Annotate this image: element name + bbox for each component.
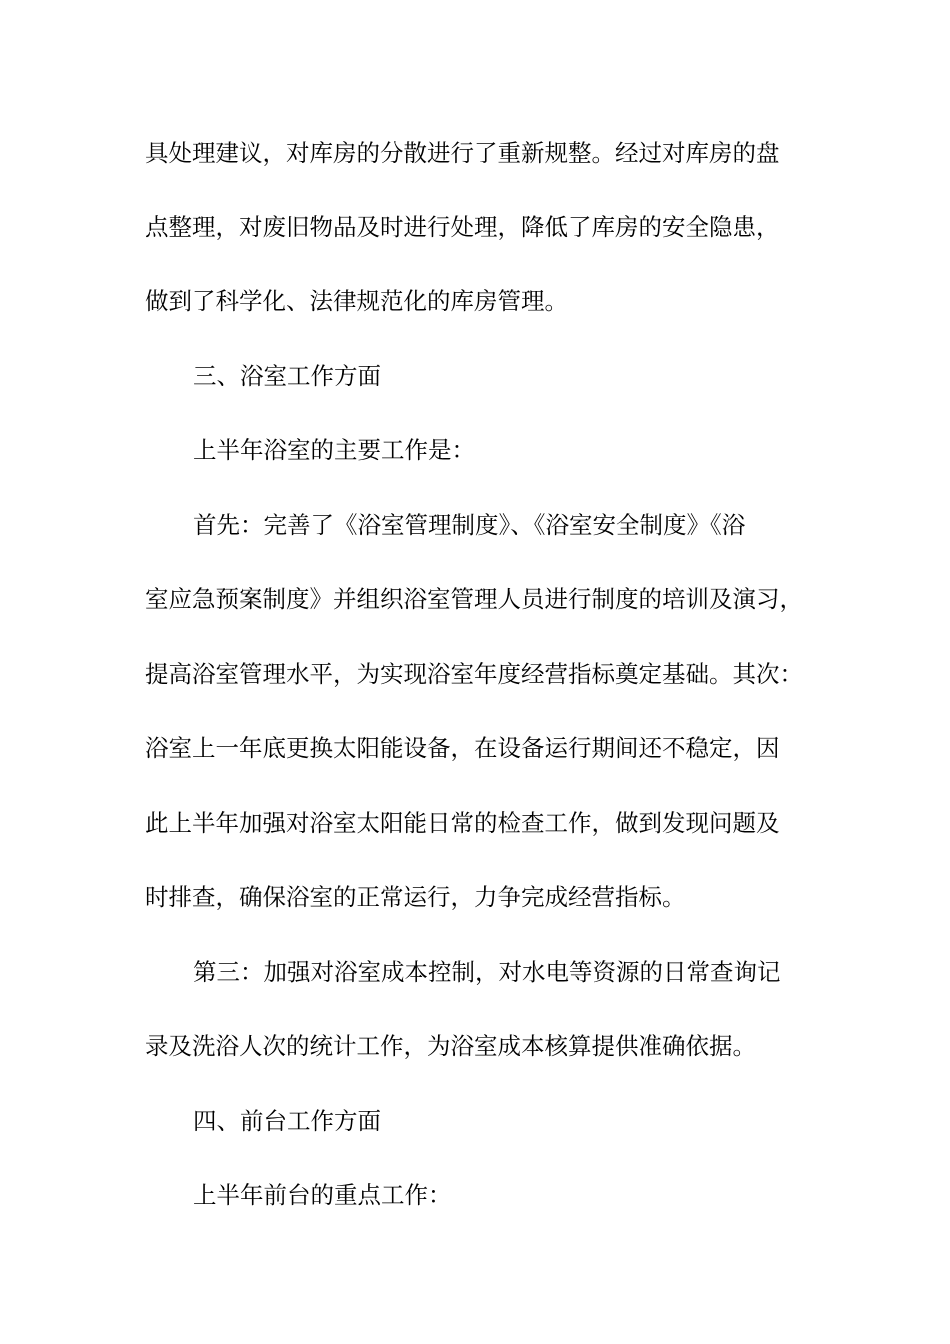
text-line: 浴室上一年底更换太阳能设备，在设备运行期间还不稳定，因 bbox=[145, 734, 780, 762]
text-line: 时排查，确保浴室的正常运行，力争完成经营指标。 bbox=[145, 883, 686, 911]
text-line: 提高浴室管理水平，为实现浴室年度经营指标奠定基础。其次： bbox=[145, 660, 803, 688]
text-line: 第三：加强对浴室成本控制，对水电等资源的日常查询记 bbox=[193, 958, 781, 986]
text-line: 做到了科学化、法律规范化的库房管理。 bbox=[145, 287, 568, 315]
text-line: 此上半年加强对浴室太阳能日常的检查工作，做到发现问题及 bbox=[145, 809, 780, 837]
text-line: 上半年浴室的主要工作是： bbox=[193, 436, 475, 464]
section-heading: 三、浴室工作方面 bbox=[193, 362, 381, 390]
text-line: 点整理，对废旧物品及时进行处理，降低了库房的安全隐患， bbox=[145, 213, 780, 241]
text-line: 室应急预案制度》并组织浴室管理人员进行制度的培训及演习， bbox=[145, 585, 803, 613]
text-line: 上半年前台的重点工作： bbox=[193, 1181, 452, 1209]
text-line: 具处理建议，对库房的分散进行了重新规整。经过对库房的盘 bbox=[145, 139, 780, 167]
text-line: 录及洗浴人次的统计工作，为浴室成本核算提供准确依据。 bbox=[145, 1032, 756, 1060]
section-heading: 四、前台工作方面 bbox=[193, 1107, 381, 1135]
text-line: 首先：完善了《浴室管理制度》、《浴室安全制度》《浴 bbox=[193, 511, 746, 539]
